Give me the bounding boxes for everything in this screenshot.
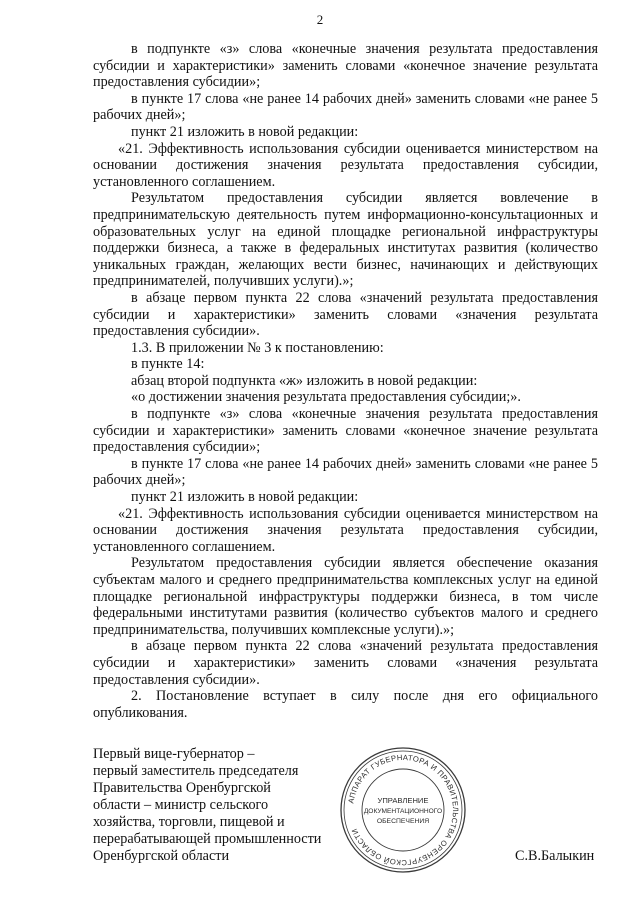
seal-ring-text: АППАРАТ ГУБЕРНАТОРА И ПРАВИТЕЛЬСТВА ОРЕНБУРГСКОЙ ОБЛАСТИ <box>346 752 461 868</box>
official-seal <box>338 745 468 875</box>
signatory-title <box>93 746 353 865</box>
paragraph: абзац второй подпункта «ж» изложить в новой редакции: <box>131 372 478 389</box>
paragraph: «о достижении значения результата предоставления субсидии;». <box>131 389 521 406</box>
seal-center-line: УПРАВЛЕНИЕ <box>377 796 429 805</box>
signatory-title-line: перерабатывающей промышленности <box>93 831 322 847</box>
paragraph: пункт 21 изложить в новой редакции: <box>131 489 359 506</box>
paragraph: в пункте 17 слова «не ранее 14 рабочих дней» заменить словами «не ранее 5 рабочих дней»; <box>93 90 598 124</box>
paragraph: 1.3. В приложении № 3 к постановлению: <box>131 339 384 356</box>
paragraph: в абзаце первом пункта 22 слова «значений результата предоставления субсидии и характеристики» заменить словами «значения результата предоставления субсидии». <box>93 289 598 340</box>
document-body <box>93 41 598 721</box>
seal-center-line: ОБЕСПЕЧЕНИЯ <box>376 818 430 825</box>
signatory-title-line: области – министр сельского <box>93 797 269 813</box>
paragraph: в подпункте «з» слова «конечные значения результата предоставления субсидии и характеристики» заменить словами «конечное значение результата предоставления субсидии»; <box>93 41 598 91</box>
signer-name: С.В.Балыкин <box>515 848 595 864</box>
signatory-title-line: Оренбургской области <box>93 848 230 864</box>
paragraph: «21. Эффективность использования субсидии оценивается министерством на основании достижения значения результата предоставления субсидии, установленного соглашением. <box>93 140 598 190</box>
paragraph: Результатом предоставления субсидии является вовлечение в предпринимательскую деятельность путем информационно-консультационных и образовательных услуг на единой площадке региональной инфраструктуры поддержки бизнеса, а также в федеральных институтах развития (количество уникальных граждан, желающих вести бизнес, начинающих и действующих предпринимателей, получивших услуги).»; <box>93 190 598 290</box>
paragraph: в абзаце первом пункта 22 слова «значений результата предоставления субсидии и характеристики» заменить словами «значения результата предоставления субсидии». <box>93 638 598 688</box>
seal-center-line: ДОКУМЕНТАЦИОННОГО <box>363 808 443 815</box>
signatory-title-line: Правительства Оренбургской <box>93 780 271 796</box>
paragraph: в подпункте «з» слова «конечные значения результата предоставления субсидии и характеристики» заменить словами «конечное значение результата предоставления субсидии»; <box>93 406 598 456</box>
paragraph: в пункте 14: <box>131 356 205 373</box>
signatory-title-line: хозяйства, торговли, пищевой и <box>93 814 285 830</box>
paragraph: пункт 21 изложить в новой редакции: <box>131 123 359 140</box>
paragraph: 2. Постановление вступает в силу после дня его официального опубликования. <box>93 688 598 721</box>
paragraph: «21. Эффективность использования субсидии оценивается министерством на основании достижения значения результата предоставления субсидии, установленного соглашением. <box>93 505 598 555</box>
paragraph: в пункте 17 слова «не ранее 14 рабочих дней» заменить словами «не ранее 5 рабочих дней»; <box>93 455 598 489</box>
paragraph: Результатом предоставления субсидии является обеспечение оказания субъектам малого и среднего предпринимательства комплексных услуг на единой площадке региональной инфраструктуры поддержки бизнеса, в том числе федеральными институтами развития (количество субъектов малого и среднего предпринимательства, получивших комплексные услуги).»; <box>93 555 598 638</box>
signatory-title-line: первый заместитель председателя <box>93 763 299 779</box>
signatory-title-line: Первый вице-губернатор – <box>93 746 255 762</box>
page-number: 2 <box>316 12 324 27</box>
